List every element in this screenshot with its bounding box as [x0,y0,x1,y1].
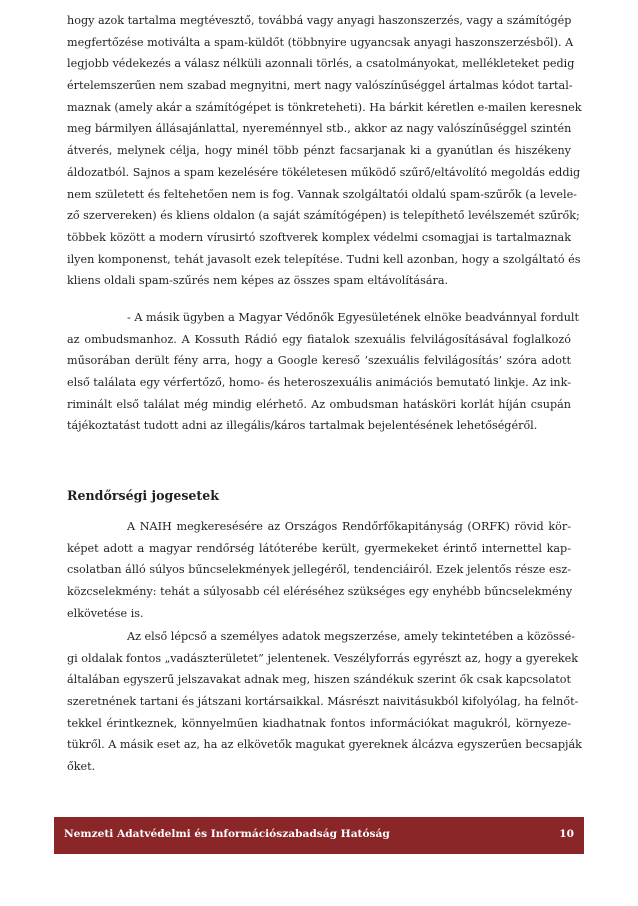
footer-title: Nemzeti Adatvédelmi és Információszabadság Hatóság [64,828,390,840]
text-line: közcselekmény: tehát a súlyosabb cél eléréséhez szükséges egy enyhébb bűncselekmény [67,585,573,599]
text-line: általában egyszerű jelszavakat adnak meg, hiszen szándékuk szerint ők csak kapcsolatot [67,673,571,687]
text-line: első találata egy vérfertőző, homo- és heteroszexuális animációs bemutató linkje. Az ink- [67,376,571,390]
text-line: átverés, melynek célja, hogy minél több pénzt facsarjanak ki a gyanútlan és hiszékeny [67,144,571,158]
text-line: csolatban álló súlyos bűncselekmények jellegéről, tendenciáiról. Ezek jelentős része esz- [67,563,571,577]
text-line: ilyen komponenst, tehát javasolt ezek telepítése. Tudni kell azonban, hogy a szolgáltató és [67,252,581,266]
text-line: ző szervereken) és kliens oldalon (a saját számítógépen) is telepíthető levélszemét szűrők; [67,209,580,223]
text-line: nem született és feltehetően nem is fog. Vannak szolgáltatói oldalú spam-szűrők (a levele- [67,187,577,201]
footer-bar [54,817,584,854]
text-line: képet adott a magyar rendőrség látóterébe került, gyermekeket érintő internettel kap- [67,541,571,555]
paragraph-vedonok [67,307,579,437]
text-line: meg bármilyen állásajánlattal, nyereménnyel stb., akkor az nagy valószínűséggel szintén [67,122,572,136]
text-line: gi oldalak fontos „vadászterületet” jelentenek. Veszélyforrás egyrészt az, hogy a gyerekek [67,651,579,665]
text-line: áldozatból. Sajnos a spam kezelésére tökéletesen működő szűrő/eltávolító megoldás eddig [67,165,581,179]
text-line: szeretnének tartani és játszani kortársaikkal. Másrészt naivitásukból kifolyólag, ha felnőt- [67,695,579,709]
paragraph-adatok [67,626,582,778]
text-line: tájékoztatást tudott adni az illegális/káros tartalmak bejelentésének lehetőségéről. [67,419,538,433]
text-line: értelemszerűen nem szabad megnyitni, mert nagy valószínűséggel ártalmas kódot tartal- [67,79,573,93]
text-line: - A másik ügyben a Magyar Védőnők Egyesületének elnöke beadvánnyal fordult [127,311,579,324]
text-line: Az első lépcső a személyes adatok megszerzése, amely tekintetében a közössé- [127,630,576,643]
text-line: az ombudsmanhoz. A Kossuth Rádió egy fiatalok szexuális felvilágosításával foglalkozó [67,332,571,346]
text-line: legjobb védekezés a válasz nélküli azonnali törlés, a csatolmányokat, mellékleteket pedig [67,57,575,71]
text-line: riminált első találat még mindig elérhető. Az ombudsman hatásköri korlát híján csupán [67,397,571,411]
text-line: műsorában derült fény arra, hogy a Google kereső ’szexuális felvilágosítás’ szóra adott [67,354,571,368]
text-line: őket. [67,760,96,774]
paragraph-orfk [67,516,571,624]
page-number: 10 [559,828,574,840]
text-line: tükről. A másik eset az, ha az elkövetők magukat gyereknek álcázva egyszerűen becsapják [67,738,582,752]
text-line: hogy azok tartalma megtévesztő, továbbá vagy anyagi haszonszerzés, vagy a számítógép [67,14,572,27]
text-line: kliens oldali spam-szűrés nem képes az összes spam eltávolítására. [67,274,449,288]
section-heading: Rendőrségi jogesetek [67,488,219,503]
paragraph-spam [67,10,582,292]
text-line: tekkel érintkeznek, könnyelműen kiadhatnak fontos információkat magukról, környeze- [67,716,571,730]
text-line: megfertőzése motiválta a spam-küldőt (többnyire ugyancsak anyagi haszonszerzésből). A [67,35,574,49]
text-line: többek között a modern vírusirtó szoftverek komplex védelmi csomagjai is tartalmaznak [67,230,571,244]
text-line: elkövetése is. [67,606,144,620]
text-line: maznak (amely akár a számítógépet is tönkreteheti). Ha bárkit kéretlen e-mailen keresnek [67,100,582,114]
text-line: A NAIH megkeresésére az Országos Rendőrfőkapitányság (ORFK) rövid kör- [127,520,571,533]
